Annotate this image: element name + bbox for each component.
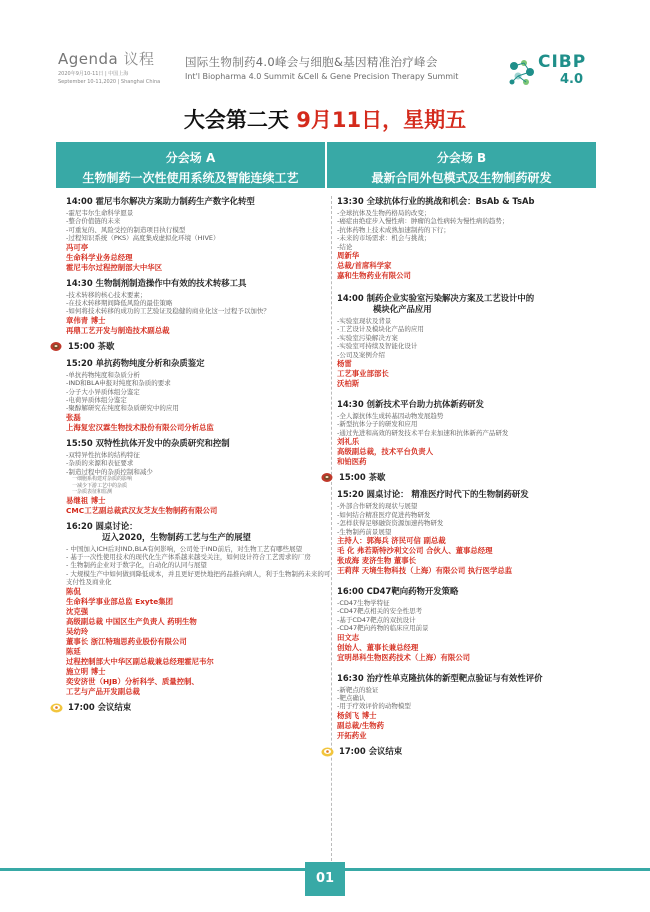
event-meta	[58, 70, 160, 86]
bullet-item: -基于CD47靶点的双抗设计	[337, 615, 416, 624]
session-a3	[66, 358, 335, 433]
speaker-name: 易继祖 博士	[66, 495, 106, 505]
session-b4	[337, 489, 606, 576]
title-day: 大会第二天	[183, 108, 289, 132]
bullet-item: -聚醇解研究在纯度和杂质研究中的应用	[66, 404, 179, 413]
venue-b-schedule	[337, 196, 606, 763]
session-bullets	[337, 317, 606, 359]
bullet-item: -公司及案例介绍	[337, 350, 385, 359]
end-label: 17:00 会议结束	[68, 701, 132, 712]
bullet-item: -过程知识系统（PKS）高度集成虚拟化环境（HIVE）	[66, 234, 220, 243]
session-title: 15:50 双特性抗体开发中的杂质研究和控制	[66, 437, 230, 448]
session-subtitle: 迈入2020，生物制药工艺与生产的展望	[102, 531, 251, 542]
bullet-item: -生物制药前景展望	[337, 527, 392, 536]
bullet-item: - 基于一次性使用技术的现代化生产体系越来越受关注，如何设计符合工艺需求的厂房	[66, 553, 311, 561]
bullet-item: -全球抗体及生物药格局的改变；	[337, 209, 431, 217]
speaker-title: 高级副总裁 中国区生产负责人 药明生物	[66, 616, 197, 626]
speaker-name: 冯可亭	[66, 242, 89, 252]
molecule-icon	[508, 58, 538, 88]
bullet-item: -未来的市场需求：机会与挑战；	[337, 234, 431, 243]
speaker-name: 吴幼玲	[66, 626, 89, 636]
session-bullets	[66, 371, 335, 413]
bullet-item: - 生物制药企业对于数字化，自动化的认同与展望	[66, 561, 207, 570]
speaker-org: 宜明昂科生物医药技术（上海）有限公司	[337, 652, 471, 662]
bullet-item: -实验室污染解决方案	[337, 333, 398, 342]
session-bullets	[66, 291, 335, 316]
session-b6	[337, 673, 606, 741]
page-header	[40, 48, 610, 98]
tea-break-b	[321, 472, 606, 483]
session-title: 14:30 创新技术平台助力抗体新药研发	[337, 399, 484, 410]
speaker-name: 沈克强	[66, 606, 89, 616]
bullet-item: -IND和BLA申报对纯度和杂质的要求	[66, 379, 171, 388]
logo-version: 4.0	[560, 72, 584, 87]
event-date-en: September 10-11,2020 | Shanghai China	[58, 79, 161, 85]
speaker-name: 陈侃	[66, 586, 81, 596]
summit-title-en: Int'l Biopharma 4.0 Summit &Cell & Gene Precision Therapy Summit	[185, 72, 459, 81]
session-a4	[66, 438, 335, 516]
bullet-item: -通过先进和高效的研发技术平台来加速和抗体新药产品研发	[337, 428, 509, 437]
bullet-item: -靶点确认	[337, 693, 366, 702]
session-title: 16:30 治疗性单克隆抗体的新型靶点验证与有效性评价	[337, 672, 543, 683]
break-label: 15:00 茶歇	[68, 340, 115, 351]
summit-title-cn: 国际生物制药4.0峰会与细胞&基因精准治疗峰会	[185, 55, 438, 69]
bullet-item: -制造过程中的杂质控制和减少	[66, 467, 153, 476]
cibp-logo	[508, 52, 604, 92]
bullet-item: -双特异性抗体的结构特征	[66, 450, 140, 459]
speaker-name: 章伟青 博士	[66, 315, 106, 325]
bullet-item: -分子大小异质体组分鉴定	[66, 387, 140, 396]
speaker-org: 和铂医药	[337, 457, 367, 467]
session-title: 16:20 圆桌讨论：	[66, 520, 138, 531]
session-a2	[66, 278, 335, 336]
bullet-item: -全人源抗体生成转基因动物发展趋势	[337, 412, 444, 421]
bullet-item: -外部合作研发的现状与展望	[337, 502, 418, 511]
speaker-name: 刘礼乐	[337, 437, 360, 447]
session-title: 15:20 圆桌讨论： 精准医疗时代下的生物制药研发	[337, 489, 529, 500]
venue-b-name: 分会场 B	[436, 151, 487, 165]
session-a5	[66, 521, 335, 697]
session-end-icon	[50, 702, 63, 713]
bullet-item: -CD47生物学特征	[337, 598, 390, 607]
session-end-icon	[321, 746, 334, 757]
speaker-title: 高级副总裁，技术平台负责人	[337, 447, 434, 457]
speaker-title: 董事长 浙江特瑞思药业股份有限公司	[66, 636, 187, 646]
speaker-name: 施立明 博士	[66, 666, 106, 676]
speaker-title: 工艺事业部部长	[337, 369, 389, 379]
agenda-label: Agenda	[58, 50, 119, 68]
speaker-name: 周新华	[337, 251, 360, 261]
bullet-item: - 大规模生产中如何做到降低成本，并且更好更快地把药品推向病人，利于生物制药未来的可支付性及商业化	[66, 569, 331, 587]
venue-a-schedule	[66, 196, 335, 719]
speaker-title: 生命科学业务总经理	[66, 252, 133, 262]
session-bullets	[66, 451, 335, 496]
speaker-org: 霍尼韦尔过程控制部大中华区	[66, 262, 163, 272]
bullet-item: -技术转移的核心技术要素；	[66, 290, 147, 299]
speaker-org: 沃柏斯	[337, 379, 360, 389]
logo-text: CIBP	[538, 52, 587, 72]
session-bullets	[66, 545, 335, 587]
venue-a-name: 分会场 A	[165, 151, 216, 165]
bullet-item: -可重复的、风险受控的制造项目执行模型	[66, 225, 186, 234]
session-bullets	[337, 209, 606, 251]
bullet-item: -结论	[337, 242, 353, 251]
session-subtitle: 模块化产品应用	[373, 304, 432, 315]
panelist: 王莉萍 天境生物科技（上海）有限公司 执行医学总监	[337, 565, 513, 575]
session-bullets	[337, 502, 606, 536]
bullet-item: -实验室现状及背景	[337, 317, 392, 326]
session-bullets	[337, 412, 606, 437]
venue-b-theme: 最新合同外包模式及生物制药研发	[371, 171, 552, 185]
speaker-title: 总裁/首席科学家	[337, 261, 392, 271]
break-label: 15:00 茶歇	[339, 472, 386, 483]
speaker-name: 陈延	[66, 646, 81, 656]
moderator: 主持人：郭海兵 济民可信 副总裁	[337, 535, 446, 545]
bullet-item: -如何结合精准医疗促进药物研发	[337, 510, 431, 519]
bullet-item: -新型抗体分子的研发和应用	[337, 420, 418, 429]
venue-b-header	[327, 142, 596, 188]
bullet-item: -单抗药物纯度和杂质分析	[66, 370, 140, 379]
session-b2	[337, 293, 606, 389]
session-title: 16:00 CD47靶向药物开发策略	[337, 585, 459, 596]
page-number: 01	[305, 862, 345, 896]
sub-bullet-item: 一减少下游工艺中的杂质	[72, 482, 128, 489]
session-bullets	[337, 686, 606, 711]
speaker-org: 开拓药业	[337, 730, 367, 740]
speaker-title: 奕安济世（HJB）分析科学、质量控制、	[66, 676, 199, 686]
coffee-cup-icon	[321, 472, 334, 483]
speaker-org: CMC工艺副总裁武汉友芝友生物制药有限公司	[66, 505, 218, 515]
session-end-a	[50, 702, 335, 713]
speaker-name: 田文志	[337, 632, 360, 642]
bullet-item: -电荷异质体组分鉴定	[66, 396, 127, 405]
bullet-item: -杂质的来源和表征要求	[66, 459, 134, 468]
speaker-name: 张磊	[66, 412, 81, 422]
bullet-item: -实验室可持续及智能化设计	[337, 342, 418, 351]
sub-bullet-item: 一杂质表征和监测	[72, 489, 113, 496]
venue-a-header	[56, 142, 325, 188]
speaker-org: 嘉和生物药业有限公司	[337, 271, 411, 281]
venue-a-theme: 生物制药一次性使用系统及智能连续工艺	[82, 171, 299, 185]
bullet-item: -抗体药物上技术成熟加速制药的下行；	[337, 225, 450, 234]
bullet-item: - 中国加入ICH后对IND,BLA有何影响，公司处于IND前后，对生物工艺有哪些展望	[66, 544, 303, 553]
bullet-item: -整合价值链的未来	[66, 217, 121, 226]
session-title: 14:00 霍尼韦尔解决方案助力制药生产数字化转型	[66, 196, 255, 206]
agenda-heading	[58, 48, 155, 69]
speaker-org: 上海复宏汉霖生物技术股份有限公司分析总监	[66, 422, 214, 432]
bullet-item: -在技术转移期间降低风险的最佳策略	[66, 299, 173, 308]
session-title: 15:20 单抗药物纯度分析和杂质鉴定	[66, 357, 205, 368]
end-label: 17:00 会议结束	[339, 745, 403, 756]
session-title: 14:30 生物制剂制造操作中有效的技术转移工具	[66, 277, 247, 288]
bullet-item: -怎样获得足够融资资源加速药物研发	[337, 519, 444, 528]
speaker-title: 再鼎工艺开发与制造技术副总裁	[66, 325, 170, 335]
event-date-cn: 2020年9月10-11日 | 中国上海	[58, 71, 129, 77]
speaker-title: 生命科学事业部总监 Exyte集团	[66, 596, 174, 606]
speaker-name: 杨剑飞 博士	[337, 710, 377, 720]
session-bullets	[66, 209, 335, 243]
speaker-title: 副总裁/生物药	[337, 720, 385, 730]
title-date: 9月11日，星期五	[296, 108, 467, 132]
panelist: 张成海 麦济生物 董事长	[337, 555, 417, 565]
page-title	[0, 104, 650, 134]
bullet-item: -用于疗效评价的动物模型	[337, 702, 411, 711]
panelist: 毛 化 弗若斯特沙利文公司 合伙人、董事总经理	[337, 545, 493, 555]
session-b5	[337, 586, 606, 663]
tea-break-a	[50, 341, 335, 352]
bullet-item: -霍尼韦尔生命科学愿景	[66, 209, 134, 217]
session-b3	[337, 399, 606, 467]
agenda-cn: 议程	[123, 50, 155, 68]
session-end-b	[321, 746, 606, 757]
coffee-cup-icon	[50, 341, 63, 352]
session-title: 13:30 全球抗体行业的挑战和机会：BsAb & TsAb	[337, 196, 535, 206]
bullet-item: -癌症由绝症步入慢性病：肿瘤的急性病转为慢性病的趋势；	[337, 217, 509, 226]
bullet-item: -如何将技术转移的成功的工艺验证及稳健的商业化这一过程予以加快？	[66, 307, 270, 316]
session-a1	[66, 196, 335, 273]
speaker-title: 工艺与产品开发副总裁	[66, 686, 140, 696]
bullet-item: -CD47靶向药物的临床应用前景	[337, 624, 429, 633]
sub-bullet-item: 一细胞系构建对杂质的影响	[72, 476, 133, 483]
session-b1	[337, 196, 606, 281]
bullet-item: -CD47靶点相关的安全性思考	[337, 607, 423, 616]
speaker-title: 创始人、董事长兼总经理	[337, 642, 419, 652]
session-bullets	[337, 599, 606, 633]
bullet-item: -工艺设计及模块化产品的应用	[337, 325, 424, 334]
speaker-title: 过程控制部大中华区副总裁兼总经理霍尼韦尔	[66, 656, 214, 666]
speaker-name: 杨雷	[337, 359, 352, 369]
bullet-item: -新靶点的验证	[337, 685, 379, 694]
session-title: 14:00 制药企业实验室污染解决方案及工艺设计中的	[337, 293, 535, 304]
